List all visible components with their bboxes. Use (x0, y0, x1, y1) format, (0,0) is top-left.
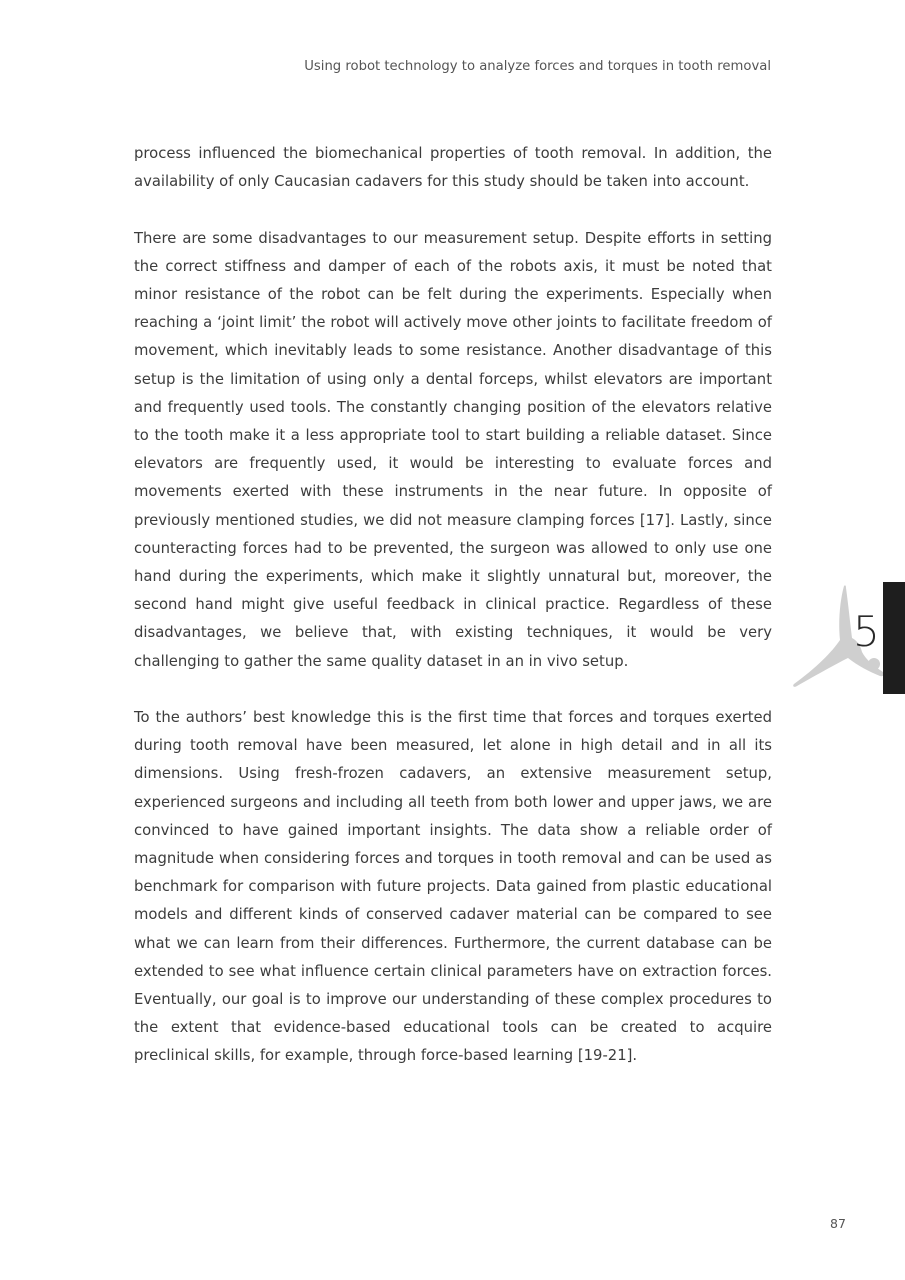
chapter-tab (883, 582, 905, 694)
paragraph-3: To the authors’ best knowledge this is the first time that forces and torques exerted during tooth removal have been measured, let alone in high detail and in all its dimensions. Using fresh-frozen cadavers, an extensive measurement setup, experienced surgeons and including all teeth from both lower and upper jaws, we are convinced to have gained important insights. The data show a reliable order of magnitude when considering forces and torques in tooth removal and can be used as benchmark for comparison with future projects. Data gained from plastic educational models and different kinds of conserved cadaver material can be compared to see what we can learn from their differences. Furthermore, the current database can be extended to see what influence certain clinical parameters have on extraction forces. Eventually, our goal is to improve our understanding of these complex procedures to the extent that evidence-based educational tools can be created to acquire preclinical skills, for example, through force-based learning [19-21]. (134, 709, 772, 1065)
body-text (134, 140, 772, 1099)
running-header: Using robot technology to analyze forces and torques in tooth removal (304, 59, 771, 74)
paragraph-1: process influenced the biomechanical properties of tooth removal. In addition, the availability of only Caucasian cadavers for this study should be taken into account. (134, 145, 772, 191)
paragraph-2: There are some disadvantages to our measurement setup. Despite efforts in setting the correct stiffness and damper of each of the robots axis, it must be noted that minor resistance of the robot can be felt during the experiments. Especially when reaching a ‘joint limit’ the robot will actively move other joints to facilitate freedom of movement, which inevitably leads to some resistance. Another disadvantage of this setup is the limitation of using only a dental forceps, whilst elevators are important and frequently used tools. The constantly changing position of the elevators relative to the tooth make it a less appropriate tool to start building a reliable dataset. Since elevators are frequently used, it would be interesting to evaluate forces and movements exerted with these instruments in the near future. In opposite of previously mentioned studies, we did not measure clamping forces [17]. Lastly, since counteracting forces had to be prevented, the surgeon was allowed to only use one hand during the experiments, which make it slightly unnatural but, moreover, the second hand might give useful feedback in clinical practice. Regardless of these disadvantages, we believe that, with existing techniques, it would be very challenging to gather the same quality dataset in an in vivo setup. (134, 229, 772, 670)
page-number: 87 (830, 1216, 846, 1231)
chapter-number: 5 (853, 607, 880, 656)
